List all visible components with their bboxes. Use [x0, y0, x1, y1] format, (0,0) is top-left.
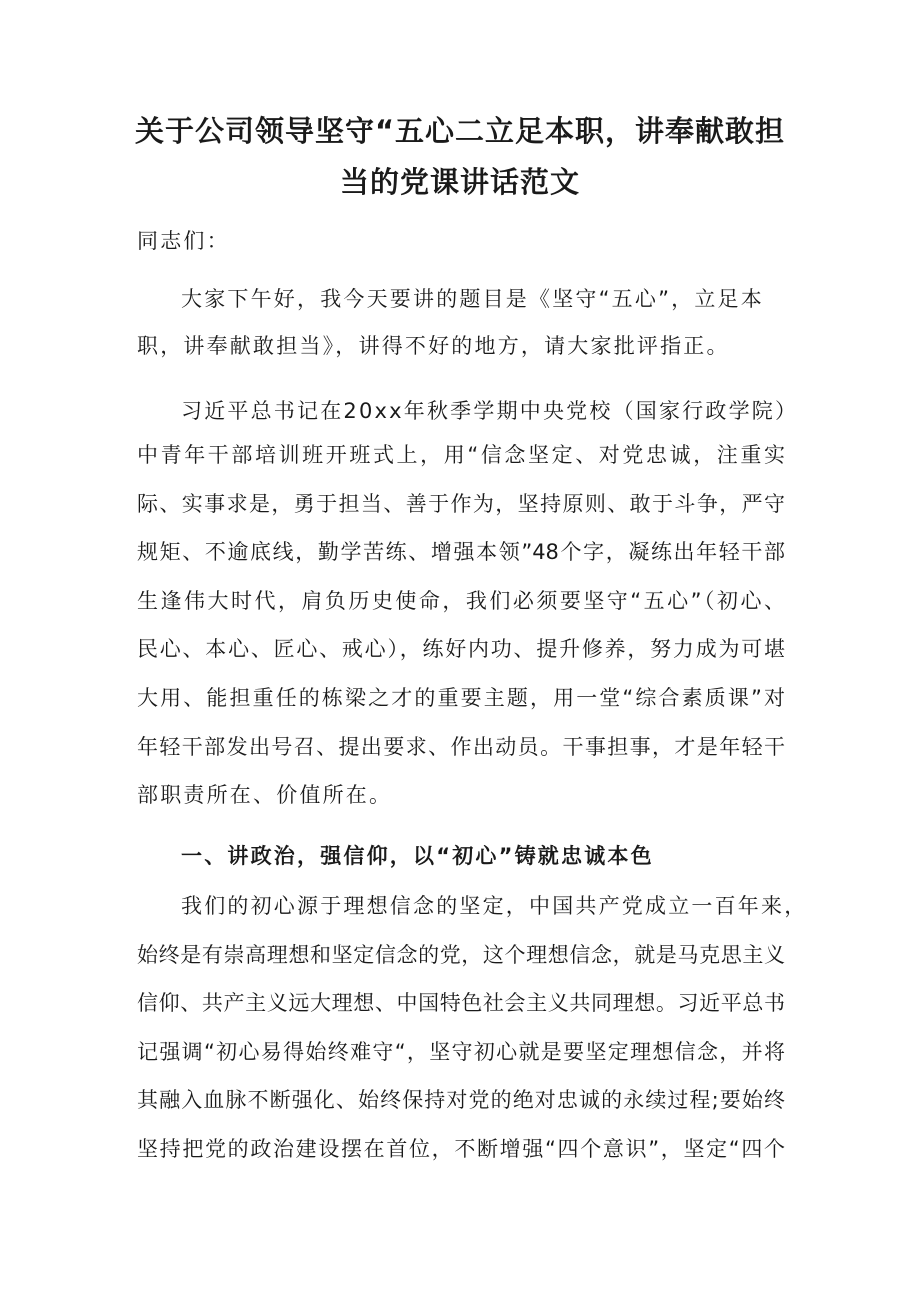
paragraph-line: 职，讲奉献敢担当》，讲得不好的地方，请大家批评指正。 — [137, 334, 730, 358]
section-heading: 一、讲政治，强信仰，以“初心”铸就忠诚本色 — [181, 844, 654, 868]
paragraph-line: 习近平总书记在20xx年秋季学期中央党校（国家行政学院） — [181, 399, 799, 423]
paragraph-line: 民心、本心、匠心、戒心），练好内功、提升修养，努力成为可堪 — [137, 637, 785, 661]
document-title-line-2: 当的党课讲话范文 — [339, 165, 580, 199]
document-title-line-1: 关于公司领导坚守“五心二立足本职，讲奉献敢担 — [134, 114, 786, 148]
paragraph-line: 大用、能担重任的栋梁之才的重要主题，用一堂“综合素质课”对 — [137, 686, 785, 710]
paragraph-line: 我们的初心源于理想信念的坚定，中国共产党成立一百年来， — [181, 894, 808, 918]
paragraph-line: 际、实事求是，勇于担当、善于作为，坚持原则、敢于斗争，严守 — [137, 492, 785, 516]
paragraph-line: 年轻干部发出号召、提出要求、作出动员。干事担事，才是年轻干 — [137, 735, 785, 759]
salutation: 同志们： — [137, 229, 230, 253]
paragraph-line: 坚持把党的政治建设摆在首位，不断增强“四个意识”，坚定“四个 — [137, 1137, 785, 1161]
paragraph-line: 生逢伟大时代，肩负历史使命，我们必须要坚守“五心”（初心、 — [137, 589, 785, 613]
paragraph-line: 记强调“初心易得始终难守“，坚守初心就是要坚定理想信念，并将 — [137, 1040, 785, 1064]
paragraph-line: 信仰、共产主义远大理想、中国特色社会主义共同理想。习近平总书 — [137, 991, 785, 1015]
paragraph-line: 始终是有崇高理想和坚定信念的党，这个理想信念，就是马克思主义 — [137, 943, 785, 967]
paragraph-line: 规矩、不逾底线，勤学苦练、增强本领”48个字，凝练出年轻干部 — [137, 540, 785, 564]
paragraph-line: 其融入血脉不断强化、始终保持对党的绝对忠诚的永续过程;要始终 — [137, 1088, 785, 1112]
paragraph-line: 大家下午好，我今天要讲的题目是《坚守“五心”，立足本 — [181, 287, 764, 311]
paragraph-line: 中青年干部培训班开班式上，用“信念坚定、对党忠诚，注重实 — [137, 443, 785, 467]
paragraph-line: 部职责所在、价值所在。 — [137, 783, 393, 807]
